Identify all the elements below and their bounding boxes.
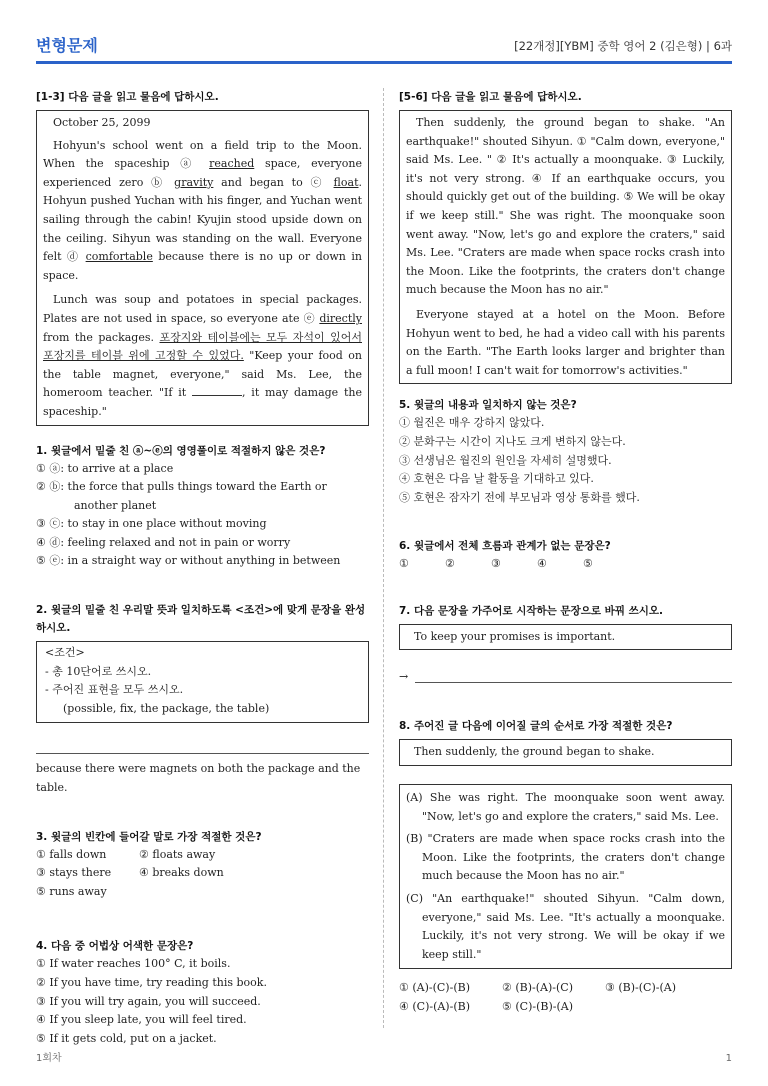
condition-title: <조건> <box>45 646 85 660</box>
arrow-icon: → <box>399 670 409 684</box>
footer-round: 1회차 <box>36 1053 62 1064</box>
q1-heading: 1. 윗글에서 밑줄 친 ⓐ~ⓔ의 영영풀이로 적절하지 않은 것은? <box>36 444 326 457</box>
passage-date: October 25, 2099 <box>53 116 151 129</box>
text: , it may damage the spaceship." <box>43 386 362 418</box>
passage-box <box>36 110 369 426</box>
q6-option-1[interactable]: ① <box>399 557 409 571</box>
condition-2: - 주어진 표현을 모두 쓰시오. <box>45 683 184 697</box>
q8-given-box <box>399 739 732 766</box>
q8-sequence-box <box>399 784 732 969</box>
condition-3: (possible, fix, the package, the table) <box>63 701 270 715</box>
text: "Keep your food on the table magnet, everyone," said Ms. Lee, the homeroom teacher. "If it <box>43 349 362 400</box>
passage2-paragraph-2: Everyone stayed at a hotel on the Moon. Before Hohyun went to bed, he had a video call with his parents on the Earth. "The Earth looks larger and brighter than a full moon! I can't wait for tomorrow's activities." <box>406 307 725 377</box>
q1-option-4[interactable]: ④ ⓓ: feeling relaxed and not in pain or worry <box>36 535 291 549</box>
q1-options <box>36 460 369 572</box>
q5-option-3[interactable]: ③ 선생님은 월진의 원인을 자세히 설명했다. <box>399 453 612 467</box>
q2-heading: 2. 윗글의 밑줄 친 우리말 뜻과 일치하도록 <조건>에 맞게 문장을 완성하시오. <box>36 604 366 635</box>
q4-option-4[interactable]: ④ If you sleep late, you will feel tired. <box>36 1013 247 1027</box>
q1-option-1[interactable]: ① ⓐ: to arrive at a place <box>36 461 174 475</box>
q8-option-2[interactable]: ② (B)-(A)-(C) <box>502 981 573 995</box>
q3-option-4[interactable]: ④ breaks down <box>139 866 224 880</box>
q7-heading: 7. 다음 문장을 가주어로 시작하는 문장으로 바꿔 쓰시오. <box>399 604 664 617</box>
page-title: 변형문제 <box>36 36 98 55</box>
q8-heading: 8. 주어진 글 다음에 이어질 글의 순서로 가장 적절한 것은? <box>399 720 673 733</box>
text: because there is no up or down in space. <box>43 250 362 282</box>
q4-heading: 4. 다음 중 어법상 어색한 문장은? <box>36 940 194 953</box>
q6-option-3[interactable]: ③ <box>491 557 501 571</box>
text: space, everyone experienced zero ⓑ <box>43 157 362 189</box>
passage-paragraph-1 <box>43 137 362 286</box>
q7-sentence: To keep your promises is important. <box>414 629 616 643</box>
q7-answer-line[interactable] <box>415 672 732 683</box>
q8-paragraph-a: (A) She was right. The moonquake soon went away. "Now, let's go and explore the craters," said Ms. Lee. <box>406 791 725 823</box>
q3-option-2[interactable]: ② floats away <box>139 847 216 861</box>
text: from the packages. <box>43 330 160 344</box>
q8-option-1[interactable]: ① (A)-(C)-(B) <box>399 981 470 995</box>
q4-option-1[interactable]: ① If water reaches 100° C, it boils. <box>36 957 231 971</box>
text: . Hohyun pushed Yuchan with his finger, and Yuchan went sailing through the cabin! Kyujin stood upside down on the ceiling. Sihyun was standing on the wall. Everyone felt ⓓ <box>43 175 362 264</box>
q5-heading: 5. 윗글의 내용과 일치하지 않는 것은? <box>399 399 577 412</box>
passage-box-2 <box>399 110 732 384</box>
q6-options <box>399 555 732 574</box>
q3-option-3[interactable]: ③ stays there <box>36 866 112 880</box>
q7-sentence-box <box>399 624 732 651</box>
passage-paragraph-2 <box>43 291 362 421</box>
underlined-directly: directly <box>319 311 362 325</box>
q6-heading: 6. 윗글에서 전체 흐름과 관계가 없는 문장은? <box>399 540 611 553</box>
q6-option-4[interactable]: ④ <box>537 557 547 571</box>
underlined-gravity: gravity <box>174 175 214 189</box>
q5-option-4[interactable]: ④ 호현은 다음 날 활동을 기대하고 있다. <box>399 472 594 486</box>
q4-option-3[interactable]: ③ If you will try again, you will succeed. <box>36 994 261 1008</box>
q3-heading: 3. 윗글의 빈칸에 들어갈 말로 가장 적절한 것은? <box>36 830 262 843</box>
q5-option-5[interactable]: ⑤ 호현은 잠자기 전에 부모님과 영상 통화를 했다. <box>399 490 640 504</box>
q2-tail-text: because there were magnets on both the package and the table. <box>36 762 361 795</box>
q1-option-5[interactable]: ⑤ ⓔ: in a straight way or without anything in between <box>36 554 341 568</box>
q8-options <box>399 979 732 1016</box>
q4-option-2[interactable]: ② If you have time, try reading this book. <box>36 976 267 989</box>
q3-options <box>36 846 369 902</box>
q2-answer-line[interactable] <box>36 753 369 754</box>
text: Lunch was soup and potatoes in special packages. Plates are not used in space, so everyone ate ⓔ <box>43 293 362 325</box>
q6-option-5[interactable]: ⑤ <box>583 557 593 571</box>
q3-option-5[interactable]: ⑤ runs away <box>36 884 107 898</box>
underlined-reached: reached <box>209 157 255 171</box>
q1-3-heading: [1-3] 다음 글을 읽고 물음에 답하시오. <box>36 91 219 103</box>
underlined-float: float <box>333 175 359 189</box>
q5-option-2[interactable]: ② 분화구는 시간이 지나도 크게 변하지 않는다. <box>399 434 626 448</box>
page-number: 1 <box>725 1053 732 1064</box>
q4-options <box>36 955 369 1048</box>
underlined-korean-sentence: 포장지와 테이블에는 모두 자석이 있어서 포장지를 테이블 위에 고정할 수 있었다. <box>43 330 362 363</box>
text: Hohyun's school went on a field trip to the Moon. When the spaceship ⓐ <box>43 138 362 171</box>
q8-paragraph-c: (C) "An earthquake!" shouted Sihyun. "Calm down, everyone," said Ms. Lee. "It's actually a moonquake. Luckily, it's not very strong. We will be okay if we keep still." <box>406 892 725 961</box>
q2-condition-box <box>36 641 369 723</box>
q5-option-1[interactable]: ① 월진은 매우 강하지 않았다. <box>399 416 545 430</box>
underlined-comfortable: comfortable <box>85 250 153 264</box>
header-rule <box>36 61 732 64</box>
q1-option-3[interactable]: ③ ⓒ: to stay in one place without moving <box>36 517 267 531</box>
header-info: [22개정][YBM] 중학 영어 2 (김은형) | 6과 <box>514 39 732 53</box>
q3-option-1[interactable]: ① falls down <box>36 847 107 861</box>
q1-option-2[interactable]: ② ⓑ: the force that pulls things toward the Earth or another planet <box>36 480 327 512</box>
q8-option-5[interactable]: ⑤ (C)-(B)-(A) <box>502 1000 573 1013</box>
text: and began to ⓒ <box>213 175 334 189</box>
q4-option-5[interactable]: ⑤ If it gets cold, put on a jacket. <box>36 1031 217 1045</box>
condition-1: - 총 10단어로 쓰시오. <box>45 664 152 678</box>
right-column <box>399 88 732 1017</box>
q8-option-3[interactable]: ③ (B)-(C)-(A) <box>605 981 676 995</box>
q7-answer-row <box>399 670 732 683</box>
left-column <box>36 88 369 1048</box>
q8-option-4[interactable]: ④ (C)-(A)-(B) <box>399 1000 470 1013</box>
q5-options <box>399 414 732 507</box>
column-divider <box>383 88 384 1028</box>
q6-option-2[interactable]: ② <box>445 557 455 571</box>
q5-6-heading: [5-6] 다음 글을 읽고 물음에 답하시오. <box>399 91 582 103</box>
q8-paragraph-b: (B) "Craters are made when space rocks crash into the Moon. Like the footprints, the craters don't change much because the Moon has no air." <box>406 832 725 883</box>
passage2-paragraph-1: Then suddenly, the ground began to shake. "An earthquake!" shouted Sihyun. ① "Calm down, everyone," said Ms. Lee. " ② It's actually a moonquake. ③ Luckily, it's not very strong. ④ If an earthquake occurs, you should quickly get out of the building. ⑤ We will be okay if we keep still." She was right. The moonquake soon went away. "Now, let's go and explore the craters," said Ms. Lee. "Craters are made when space rocks crash into the Moon. Like the footprints, the craters don't change much because the Moon has no air." <box>406 116 725 297</box>
q8-given-sentence: Then suddenly, the ground began to shake. <box>414 745 655 759</box>
answer-blank <box>192 385 242 396</box>
